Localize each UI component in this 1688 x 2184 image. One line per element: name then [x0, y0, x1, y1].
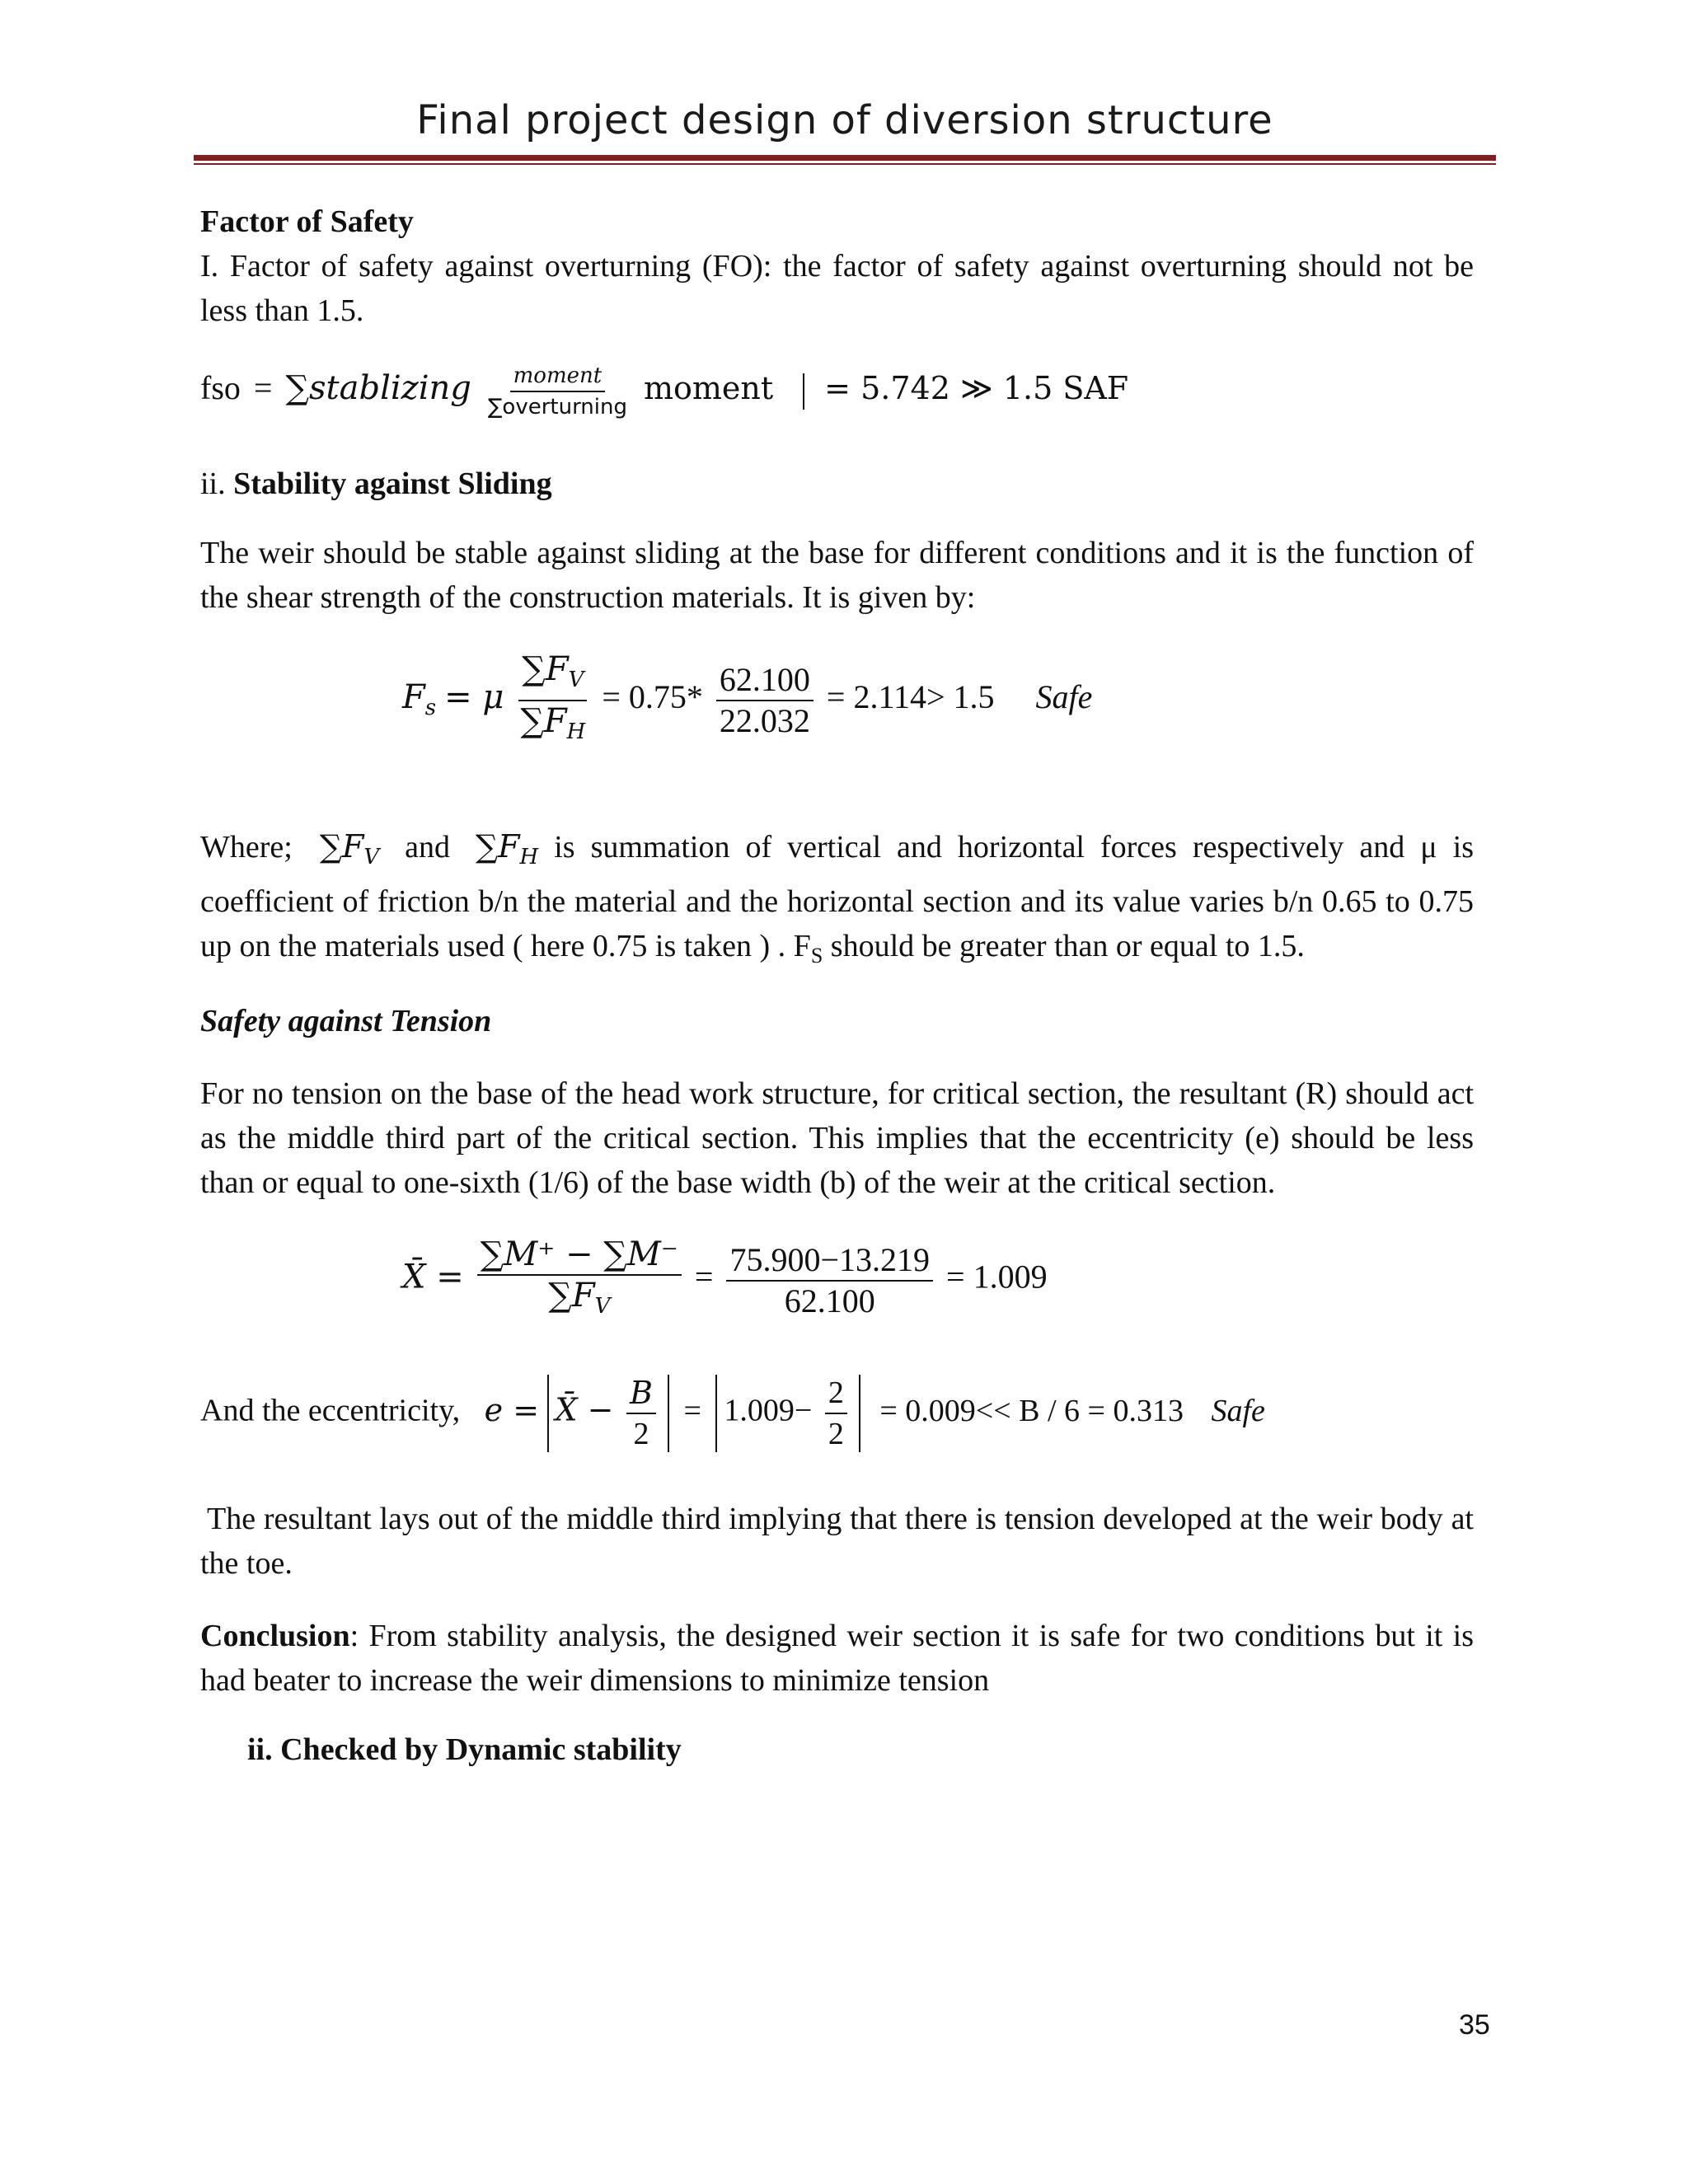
sliding-equation — [402, 651, 1092, 750]
where-text-2: should be greater than or equal to 1.5. — [823, 929, 1305, 963]
factor-of-safety-heading: Factor of Safety — [200, 204, 414, 239]
tension-eq-mid: = — [694, 1258, 714, 1296]
where-text-1: is summation of vertical and horizontal forces respectively and μ is coefficient of friction b/n the material and the horizontal section and its value varies b/n 0.65 to 0.75 up on the materials used ( here 0.75 is taken ) . F — [200, 830, 1475, 963]
eq-frac-den: ∑overturning — [487, 395, 627, 419]
conclusion-label: Conclusion — [200, 1619, 350, 1653]
sliding-heading: Stability against Sliding — [233, 466, 552, 501]
tension-eq-val-num: 75.900−13.219 — [726, 1242, 933, 1282]
tension-paragraph: For no tension on the base of the head work structure, for critical section, the resultant (R) should act as the middle third part of the critical section. This implies that the eccentricity (e) should be less than or equal to one-sixth (1/6) of the base width (b) of the weir at the critical section. — [200, 1076, 1474, 1200]
ecc-val-den: 2 — [828, 1417, 844, 1451]
sliding-eq-safe: Safe — [1035, 678, 1093, 716]
ecc-val: 1.009− — [724, 1393, 813, 1428]
where-sum-fh: $\sum F_H$ — [476, 828, 539, 869]
sliding-eq-num: $\sum F_V$ — [518, 651, 587, 701]
overturning-equation — [200, 363, 1128, 420]
dynamic-stability-heading: ii. Checked by Dynamic stability — [247, 1732, 682, 1767]
tension-equation — [402, 1236, 1048, 1324]
tension-eq-result: = 1.009 — [946, 1258, 1048, 1296]
conclusion-paragraph — [200, 1614, 1474, 1703]
ecc-e: e = — [484, 1391, 540, 1428]
ecc-abs-1 — [547, 1375, 669, 1452]
tension-heading: Safety against Tension — [200, 1004, 492, 1038]
eq-equals: = — [253, 369, 273, 407]
tension-eq-num: ∑M⁺ − ∑M⁻ — [477, 1236, 682, 1276]
eq-fraction — [485, 363, 631, 420]
sliding-eq-den: $\sum F_H$ — [520, 702, 586, 744]
header-rule-thin — [194, 163, 1496, 165]
tension-eq-lhs: X̄ = — [402, 1258, 464, 1296]
eq-result: = 5.742 ≫ 1.5 SAF — [824, 370, 1129, 407]
sliding-paragraph: The weir should be stable against sliding at the base for different conditions and it is the function of the shear strength of the construction materials. It is given by: — [200, 536, 1474, 615]
ecc-prefix: And the eccentricity, — [200, 1393, 461, 1428]
page-number: 35 — [1459, 2009, 1490, 2041]
ecc-b: B — [626, 1375, 656, 1414]
factor-of-safety-paragraph: I. Factor of safety against overturning (FO): the factor of safety against overturning should not be less than 1.5. — [200, 249, 1474, 328]
sliding-heading-line — [200, 462, 1474, 506]
eq-sum-stablizing: ∑stablizing — [285, 369, 471, 408]
sliding-eq-mu: = μ — [444, 678, 504, 717]
ecc-two: 2 — [633, 1417, 649, 1451]
ecc-xbar: X̄ − — [555, 1391, 614, 1428]
eq-moment: moment — [643, 370, 774, 407]
page-header-title: Final project design of diversion structure — [416, 97, 1273, 143]
ecc-safe: Safe — [1211, 1393, 1265, 1428]
sliding-eq-lhs: $F_s$ — [402, 678, 437, 721]
eq-lhs: fso — [200, 369, 241, 407]
conclusion-text: : From stability analysis, the designed weir section it is safe for two conditions but it is had beater to increase the weir dimensions to minimize tension — [200, 1619, 1474, 1698]
sliding-eq-mid: = 0.75* — [602, 678, 703, 716]
where-sum-fv: $\sum F_V$ — [319, 828, 380, 869]
sliding-eq-val-num: 62.100 — [716, 662, 814, 701]
sliding-prefix: ii. — [200, 466, 226, 501]
ecc-abs-2 — [715, 1375, 860, 1452]
tension-eq-value-fraction — [726, 1242, 933, 1319]
ecc-result: = 0.009<< B / 6 = 0.313 — [879, 1393, 1184, 1428]
eq-frac-num: moment — [510, 363, 606, 392]
sliding-eq-value-fraction — [716, 662, 814, 739]
ecc-b-fraction — [626, 1375, 656, 1452]
tension-eq-sum-fraction — [477, 1236, 682, 1324]
tension-eq-val-den: 62.100 — [784, 1282, 875, 1319]
ecc-val-fraction — [825, 1375, 847, 1452]
ecc-eq: = — [683, 1393, 701, 1428]
eccentricity-equation — [200, 1375, 1265, 1452]
sliding-eq-result: = 2.114> 1.5 — [826, 678, 995, 716]
resultant-paragraph: The resultant lays out of the middle third implying that there is tension developed at the weir body at the toe. — [200, 1502, 1474, 1581]
where-sub-s: S — [810, 944, 823, 968]
where-and: and — [405, 830, 450, 865]
tension-eq-den: $\sum F_V$ — [548, 1277, 611, 1319]
ecc-val-num: 2 — [825, 1375, 847, 1414]
sliding-where-paragraph — [200, 824, 1474, 978]
where-prefix: Where; — [200, 830, 293, 865]
header-rule-thick — [194, 155, 1496, 161]
sliding-eq-sum-fraction — [517, 651, 588, 750]
sliding-eq-val-den: 22.032 — [719, 702, 810, 739]
eq-bar — [803, 373, 804, 410]
